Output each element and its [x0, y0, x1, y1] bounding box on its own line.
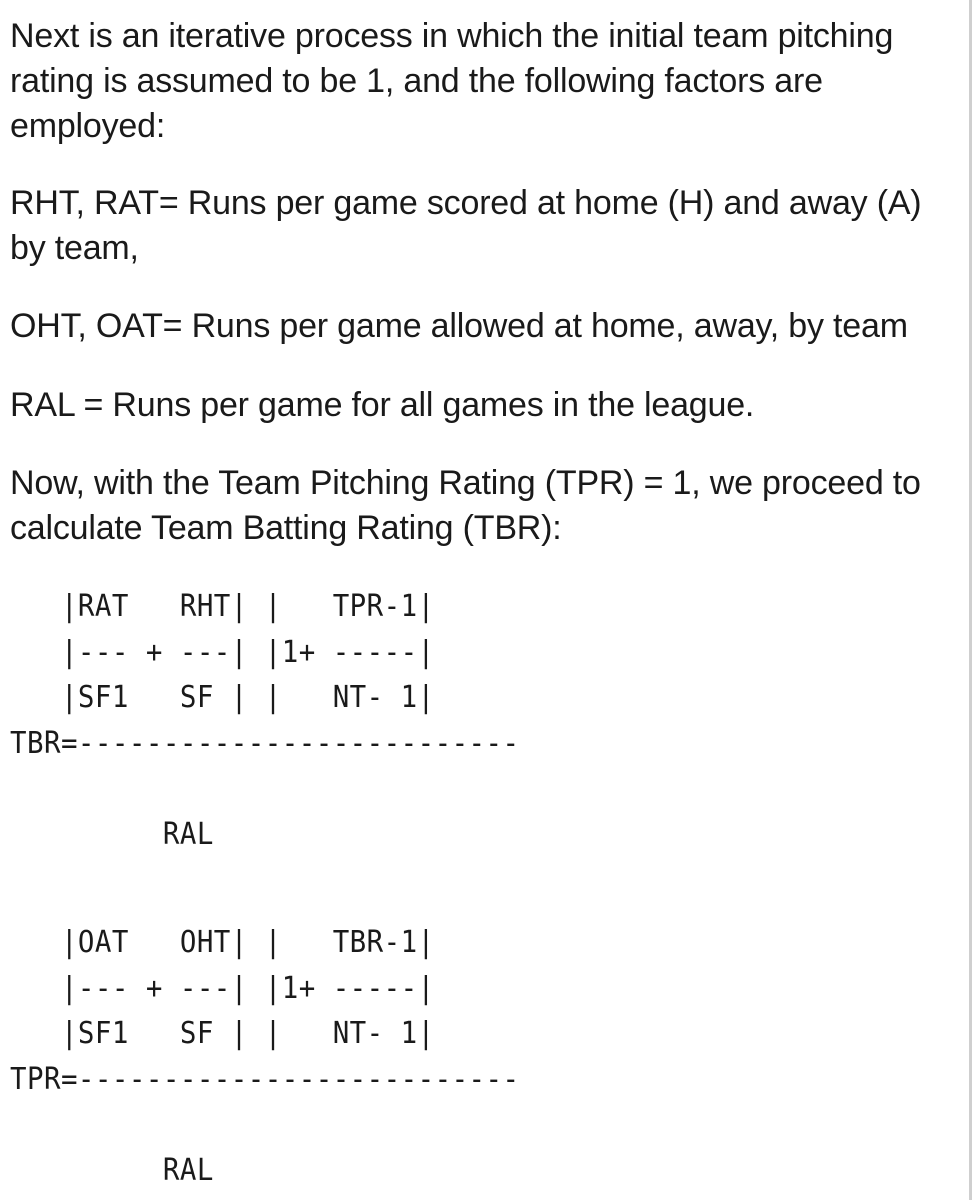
tbr-intro-paragraph: Now, with the Team Pitching Rating (TPR) = 1, we proceed to calculate Team Batting Rating (TBR):	[10, 464, 930, 547]
definition-ral: RAL = Runs per game for all games in the league.	[10, 386, 755, 424]
tpr-formula: |OAT OHT| | TBR-1| |--- + ---| |1+ -----| |SF1 SF | | NT- 1| TPR=-------------------------- RAL	[10, 925, 520, 1188]
intro-paragraph: Next is an iterative process in which the initial team pitching rating is assumed to be 1, and the following factors are employed:	[10, 17, 903, 145]
definition-rht-rat: RHT, RAT= Runs per game scored at home (H) and away (A) by team,	[10, 184, 931, 267]
definition-oht-oat: OHT, OAT= Runs per game allowed at home, away, by team	[10, 307, 908, 345]
tbr-formula: |RAT RHT| | TPR-1| |--- + ---| |1+ -----| |SF1 SF | | NT- 1| TBR=-------------------------- RAL	[10, 589, 520, 852]
